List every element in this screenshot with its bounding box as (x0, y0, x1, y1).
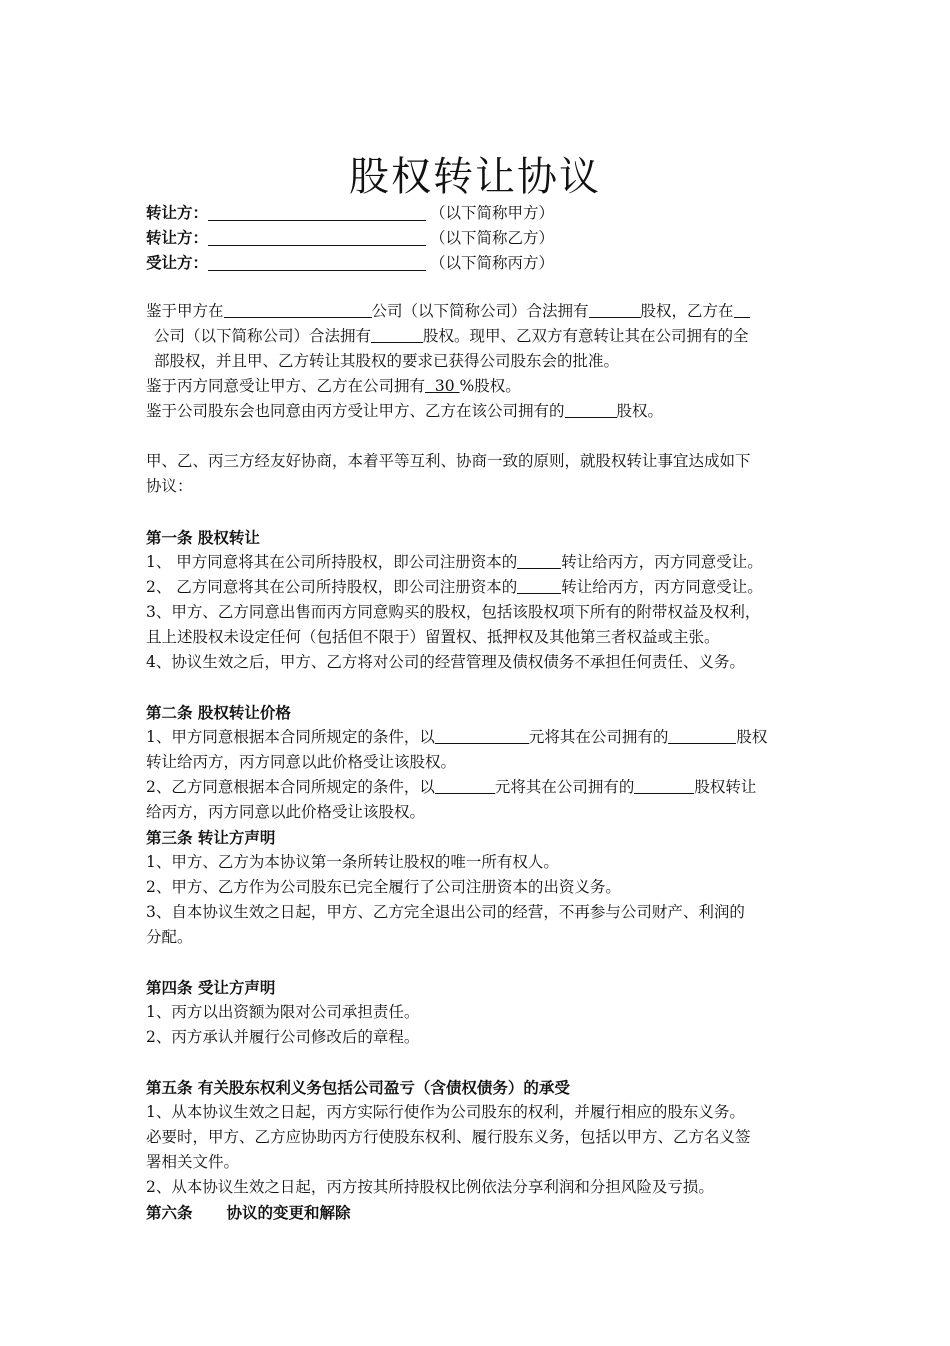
clause-line: 3、甲方、乙方同意出售而丙方同意购买的股权，包括该股权项下所有的附带权益及权利， (146, 603, 761, 621)
article-heading: 第五条 有关股东权利义务包括公司盈亏（含债权债务）的承受 (146, 1078, 570, 1097)
recital-text: 股权。 (616, 402, 664, 420)
recital-text: 部股权，并且甲、乙方转让其股权的要求已获得公司股东会的批准。 (154, 352, 620, 370)
intro-line: 甲、乙、丙三方经友好协商，本着平等互利、协商一致的原则，就股权转让事宜达成如下 (146, 452, 751, 470)
article-heading: 第四条 受让方声明 (146, 978, 276, 997)
clause-line (146, 775, 756, 800)
fill-blank (565, 402, 617, 418)
recital-text: 股权。现甲、乙双方有意转让其在公司拥有的全 (423, 327, 749, 345)
recital-text: %股权。 (459, 377, 521, 395)
recital-text: 公司（以下简称公司）合法拥有 (154, 327, 372, 345)
clause-text: 元将其在公司拥有的 (494, 778, 635, 796)
clause-line: 给丙方，丙方同意以此价格受让该股权。 (146, 803, 426, 821)
recital-text: 鉴于丙方同意受让甲方、乙方在公司拥有 (146, 377, 426, 395)
clause-line: 2、从本协议生效之日起，丙方按其所持股权比例依法分享利润和分担风险及亏损。 (146, 1178, 714, 1196)
party-label: 受让方： (146, 253, 209, 272)
clause-line: 分配。 (146, 928, 193, 946)
recital-line (154, 324, 749, 349)
clause-line: 4、协议生效之后，甲方、乙方将对公司的经营管理及债权债务不承担任何责任、义务。 (146, 653, 745, 671)
article-heading: 第三条 转让方声明 (146, 828, 276, 847)
article-heading (146, 1200, 351, 1225)
party-blank (208, 254, 426, 271)
recital-line (146, 299, 750, 324)
party-note: （以下简称乙方） (430, 229, 555, 247)
clause-line (146, 575, 763, 600)
party-label: 转让方： (146, 228, 209, 247)
party-note: （以下简称甲方） (430, 204, 555, 222)
clause-line: 转让给丙方，丙方同意以此价格受让该股权。 (146, 753, 457, 771)
clause-line: 署相关文件。 (146, 1153, 240, 1171)
clause-text: 股权转让 (694, 778, 757, 796)
party-blank (208, 204, 426, 221)
recital-text: 鉴于公司股东会也同意由丙方受让甲方、乙方在该公司拥有的 (146, 402, 565, 420)
clause-text: 转让给丙方，丙方同意受让。 (561, 578, 763, 596)
fill-blank (435, 728, 529, 744)
fill-blank (517, 553, 561, 569)
clause-text: 1、 甲方同意将其在公司所持股权，即公司注册资本的 (146, 553, 518, 571)
clause-line: 2、丙方承认并履行公司修改后的章程。 (146, 1028, 420, 1046)
stake-percent (425, 377, 460, 395)
article-number: 第六条 (146, 1203, 193, 1222)
clause-text: 2、乙方同意根据本合同所规定的条件，以 (146, 778, 435, 796)
recital-line (146, 399, 663, 424)
party-row (146, 250, 554, 276)
clause-text: 转让给丙方，丙方同意受让。 (561, 553, 763, 571)
clause-line: 3、自本协议生效之日起，甲方、乙方完全退出公司的经营，不再参与公司财产、利润的 (146, 903, 745, 921)
clause-line: 必要时，甲方、乙方应协助丙方行使股东权利、履行股东义务，包括以甲方、乙方名义签 (146, 1128, 751, 1146)
article-heading: 第二条 股权转让价格 (146, 703, 291, 722)
clause-text: 1、甲方同意根据本合同所规定的条件，以 (146, 728, 435, 746)
party-row (146, 225, 554, 251)
article-heading: 第一条 股权转让 (146, 528, 260, 547)
clause-line: 1、丙方以出资额为限对公司承担责任。 (146, 1003, 420, 1021)
fill-blank (668, 728, 736, 744)
clause-line: 2、甲方、乙方作为公司股东已完全履行了公司注册资本的出资义务。 (146, 878, 621, 896)
stake-value: 30 (434, 377, 455, 395)
recital-line (154, 349, 619, 374)
fill-blank (734, 302, 750, 318)
intro-line: 协议： (146, 477, 193, 495)
party-row (146, 200, 554, 226)
party-note: （以下简称丙方） (430, 254, 555, 272)
clause-text: 2、 乙方同意将其在公司所持股权，即公司注册资本的 (146, 578, 518, 596)
fill-blank (224, 302, 372, 318)
clause-text: 股权 (736, 728, 768, 746)
clause-line: 1、从本协议生效之日起，丙方实际行使作为公司股东的权利，并履行相应的股东义务。 (146, 1103, 745, 1121)
fill-blank (517, 578, 561, 594)
recital-text: 公司（以下简称公司）合法拥有 (371, 302, 589, 320)
fill-blank (589, 302, 641, 318)
document-title: 股权转让协议 (349, 153, 601, 200)
party-blank (208, 229, 426, 246)
recital-line (146, 374, 521, 399)
clause-text: 元将其在公司拥有的 (528, 728, 669, 746)
article-title: 协议的变更和解除 (226, 1203, 351, 1222)
clause-line: 1、甲方、乙方为本协议第一条所转让股权的唯一所有权人。 (146, 853, 559, 871)
fill-blank (435, 778, 495, 794)
clause-line (146, 550, 763, 575)
clause-line (146, 725, 767, 750)
recital-text: 鉴于甲方在 (146, 302, 224, 320)
fill-blank (371, 327, 423, 343)
recital-text: 股权，乙方在 (640, 302, 734, 320)
party-label: 转让方： (146, 203, 209, 222)
clause-line: 且上述股权未设定任何（包括但不限于）留置权、抵押权及其他第三者权益或主张。 (146, 628, 720, 646)
fill-blank (634, 778, 694, 794)
